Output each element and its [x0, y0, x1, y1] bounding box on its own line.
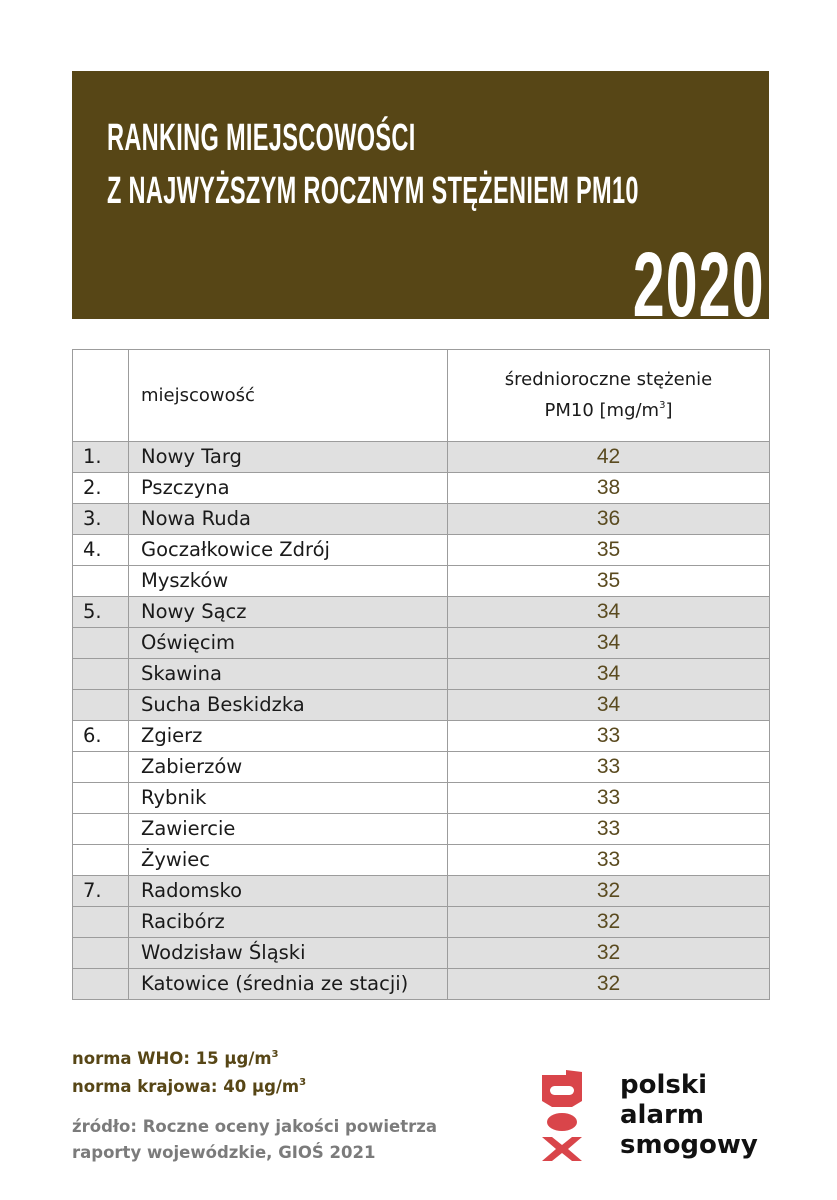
ranking-table — [72, 349, 770, 1000]
logo-line-1: polski — [620, 1070, 708, 1100]
rank-cell: 7. — [73, 876, 129, 907]
city-cell: Zawiercie — [129, 814, 448, 845]
city-cell: Rybnik — [129, 783, 448, 814]
rank-cell — [73, 938, 129, 969]
value-cell: 32 — [448, 876, 770, 907]
value-cell: 34 — [448, 597, 770, 628]
table-header-row — [73, 350, 770, 442]
city-cell: Radomsko — [129, 876, 448, 907]
table-row — [73, 876, 770, 907]
table-row — [73, 690, 770, 721]
source-note — [72, 1114, 437, 1166]
city-cell: Skawina — [129, 659, 448, 690]
table-row — [73, 566, 770, 597]
rank-cell — [73, 969, 129, 1000]
rank-cell — [73, 659, 129, 690]
city-cell: Oświęcim — [129, 628, 448, 659]
value-cell: 42 — [448, 442, 770, 473]
table-row — [73, 473, 770, 504]
table-row — [73, 628, 770, 659]
national-norm-sup: 3 — [299, 1077, 307, 1088]
city-cell: Nowa Ruda — [129, 504, 448, 535]
header-rank — [73, 350, 129, 442]
header-value-sup: 3 — [659, 400, 666, 411]
table-row — [73, 969, 770, 1000]
table-row — [73, 597, 770, 628]
value-cell: 34 — [448, 659, 770, 690]
logo-line-3: smogowy — [620, 1130, 758, 1160]
title-banner — [72, 71, 769, 336]
city-cell: Sucha Beskidzka — [129, 690, 448, 721]
rank-cell — [73, 628, 129, 659]
table-row — [73, 504, 770, 535]
national-norm — [72, 1071, 306, 1099]
rank-cell — [73, 845, 129, 876]
value-cell: 32 — [448, 938, 770, 969]
city-cell: Katowice (średnia ze stacji) — [129, 969, 448, 1000]
logo-line-2: alarm — [620, 1100, 704, 1130]
header-value-line2: PM10 [mg/m — [544, 400, 660, 421]
value-cell: 36 — [448, 504, 770, 535]
rank-cell: 4. — [73, 535, 129, 566]
smog-mask-logo-icon — [538, 1067, 586, 1163]
value-cell: 34 — [448, 690, 770, 721]
title-line-2: Z NAJWYŻSZYM ROCZNYM STĘŻENIEM PM10 — [107, 170, 639, 212]
rank-cell: 6. — [73, 721, 129, 752]
logo-text — [620, 1070, 758, 1160]
title-line-1: RANKING MIEJSCOWOŚCI — [107, 117, 416, 159]
header-value — [448, 350, 770, 442]
who-norm-sup: 3 — [271, 1049, 279, 1060]
value-cell: 33 — [448, 783, 770, 814]
city-cell: Racibórz — [129, 907, 448, 938]
national-norm-text: norma krajowa: 40 µg/m — [72, 1077, 300, 1096]
year-label: 2020 — [633, 234, 765, 336]
city-cell: Zgierz — [129, 721, 448, 752]
source-line-1: źródło: Roczne oceny jakości powietrza — [72, 1117, 438, 1136]
city-cell: Zabierzów — [129, 752, 448, 783]
city-cell: Wodzisław Śląski — [129, 938, 448, 969]
header-value-line1: średnioroczne stężenie — [504, 369, 713, 390]
table-row — [73, 814, 770, 845]
rank-cell — [73, 752, 129, 783]
table-row — [73, 752, 770, 783]
table-row — [73, 783, 770, 814]
rank-cell — [73, 814, 129, 845]
rank-cell — [73, 907, 129, 938]
value-cell: 35 — [448, 566, 770, 597]
who-norm-text: norma WHO: 15 µg/m — [72, 1049, 272, 1068]
city-cell: Nowy Sącz — [129, 597, 448, 628]
value-cell: 33 — [448, 845, 770, 876]
rank-cell: 1. — [73, 442, 129, 473]
city-cell: Pszczyna — [129, 473, 448, 504]
city-cell: Myszków — [129, 566, 448, 597]
value-cell: 35 — [448, 535, 770, 566]
value-cell: 38 — [448, 473, 770, 504]
table-row — [73, 442, 770, 473]
rank-cell — [73, 783, 129, 814]
value-cell: 33 — [448, 721, 770, 752]
table-row — [73, 535, 770, 566]
norms-notes — [72, 1043, 306, 1099]
header-city: miejscowość — [129, 350, 448, 442]
who-norm — [72, 1043, 306, 1071]
header-value-close: ] — [665, 400, 673, 421]
city-cell: Nowy Targ — [129, 442, 448, 473]
value-cell: 33 — [448, 752, 770, 783]
table-row — [73, 659, 770, 690]
rank-cell — [73, 690, 129, 721]
table-row — [73, 938, 770, 969]
rank-cell: 2. — [73, 473, 129, 504]
rank-cell: 5. — [73, 597, 129, 628]
source-line-2: raporty wojewódzkie, GIOŚ 2021 — [72, 1143, 376, 1162]
city-cell: Żywiec — [129, 845, 448, 876]
value-cell: 32 — [448, 907, 770, 938]
rank-cell — [73, 566, 129, 597]
value-cell: 33 — [448, 814, 770, 845]
table-row — [73, 721, 770, 752]
table-row — [73, 845, 770, 876]
table-row — [73, 907, 770, 938]
value-cell: 32 — [448, 969, 770, 1000]
city-cell: Goczałkowice Zdrój — [129, 535, 448, 566]
rank-cell: 3. — [73, 504, 129, 535]
value-cell: 34 — [448, 628, 770, 659]
